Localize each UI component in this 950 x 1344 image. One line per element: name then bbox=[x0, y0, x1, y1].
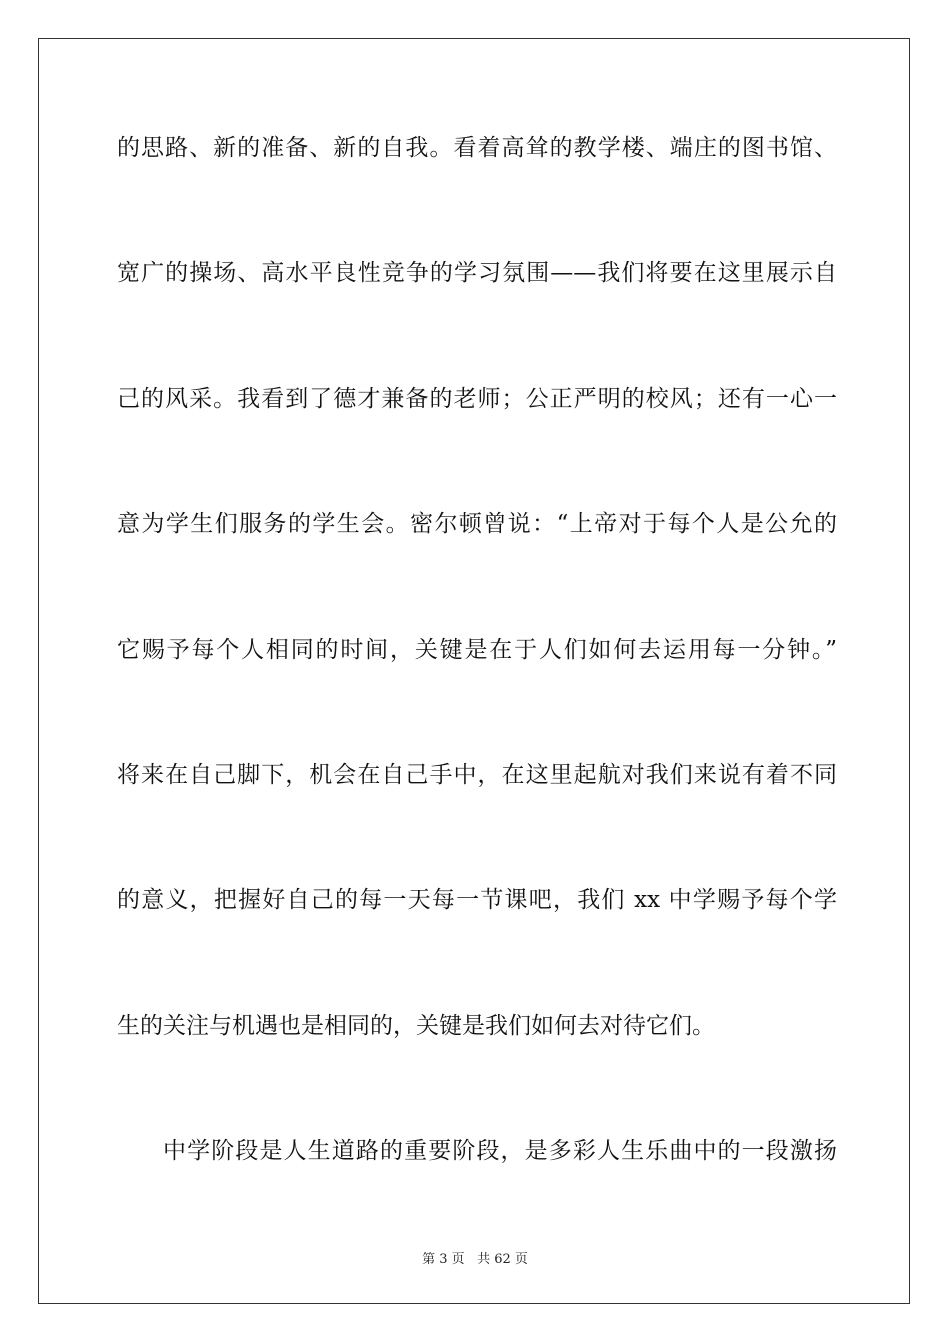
text-line: 将来在自己脚下，机会在自己手中，在这里起航对我们来说有着不同 bbox=[117, 761, 837, 788]
page-number: 第 3 页 bbox=[422, 1252, 465, 1267]
text-line: 生的关注与机遇也是相同的，关键是我们如何去对待它们。 bbox=[117, 1012, 715, 1039]
text-line: 的思路、新的准备、新的自我。看着高耸的教学楼、端庄的图书馆、 bbox=[117, 135, 837, 161]
page-total: 共 62 页 bbox=[477, 1252, 528, 1267]
paragraph-first-line: 中学阶段是人生道路的重要阶段，是多彩人生乐曲中的一段激扬 bbox=[163, 1138, 837, 1165]
text-line: 宽广的操场、高水平良性竞争的学习氛围——我们将要在这里展示自 bbox=[117, 260, 837, 287]
page-footer bbox=[0, 1248, 950, 1267]
text-line: 的意义，把握好自己的每一天每一节课吧，我们 xx 中学赐予每个学 bbox=[117, 887, 837, 914]
text-line: 意为学生们服务的学生会。密尔顿曾说：“上帝对于每个人是公允的 bbox=[117, 511, 837, 538]
document-body bbox=[117, 126, 837, 1255]
text-line: 它赐予每个人相同的时间，关键是在于人们如何去运用每一分钟。” bbox=[117, 636, 837, 663]
text-line: 己的风采。我看到了德才兼备的老师；公正严明的校风；还有一心一 bbox=[117, 385, 837, 412]
